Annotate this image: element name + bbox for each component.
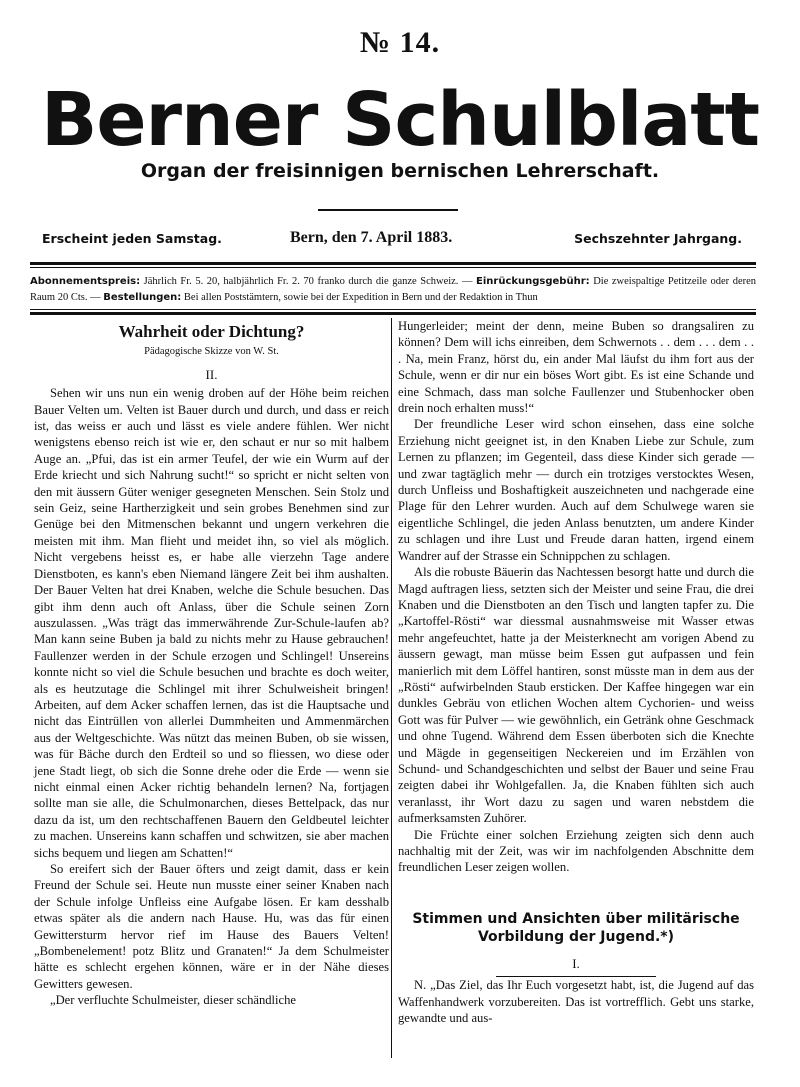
- subscription-info: [30, 274, 756, 306]
- subscription-text: Jährlich Fr. 5. 20, halbjährlich Fr. 2. 70 franko durch die ganze Schweiz. —: [143, 276, 473, 287]
- rule-mid-thick: [30, 312, 756, 315]
- paragraph: „Der verfluchte Schulmeister, dieser schändliche: [50, 993, 297, 1008]
- rule-top-thick: [30, 262, 756, 265]
- paragraph: Der freundliche Leser wird schon einsehen, dass eine solche Erziehung nicht geeignet ist, in den Knaben Liebe zur Schule, zum Lernen zu pflanzen; im Gegenteil, dass diese Kinder sich gerade — und zwar tagtäglich mehr — durch ein trotziges verstocktes Wesen, durch Unfleiss und Boshaftigkeit auszeichneten und nachgerade eine Plage für den Lehrer wurden. Auch auf dem Schulwege waren sie eigentliche Schlingel, die jeden Anlass benutzten, um andere Kinder zu schlagen und ihre Lust und Freude daran hatten, irgend einem Wandrer auf der Strasse ein Schnippchen zu schlagen.: [398, 417, 754, 563]
- right-column: [398, 318, 754, 1026]
- article-subtitle: Pädagogische Skizze von W. St.: [144, 346, 279, 358]
- masthead-divider: [318, 209, 458, 211]
- orders-text: Bei allen Poststämtern, sowie bei der Expedition in Bern und der Redaktion in Thun: [183, 292, 538, 303]
- orders-label: Bestellungen:: [103, 292, 182, 303]
- left-column: [34, 318, 389, 1009]
- article-title: Wahrheit oder Dichtung?: [118, 322, 305, 341]
- volume-year: Sechszehnter Jahrgang.: [574, 231, 742, 246]
- article2-title: [398, 910, 754, 946]
- masthead-meta-row: [42, 231, 742, 251]
- place-and-date: Bern, den 7. April 1883.: [290, 229, 453, 246]
- article2-title-line2: Vorbildung der Jugend.*): [477, 928, 675, 945]
- masthead-title: Berner Schulblatt: [40, 77, 760, 163]
- section-number: II.: [205, 366, 218, 382]
- insertion-fee-text: Die zweispaltige Petitzeile oder deren Raum 20 Cts. —: [30, 276, 757, 303]
- paragraph: Hungerleider; meint der denn, meine Buben so drangsaliren zu können? Dem will ichs einreiben, dem Schwernots . . dem . . . dem . . . Na, mein Franz, hörst du, ein ander Mal läufst du ihm fort aus der Schule, wenn er dir nur ein böses Wort gibt. Es ist eine Schande und eine Schmach, dass man solche Faullenzer und Stubenhocker oben drein noch erhalten muss!“: [398, 319, 754, 416]
- publication-frequency: Erscheint jeden Samstag.: [42, 231, 222, 246]
- insertion-fee-label: Einrückungsgebühr:: [476, 276, 590, 287]
- paragraph: N. „Das Ziel, das Ihr Euch vorgesetzt habt, ist, die Jugend auf das Waffenhandwerk vorzubereiten. Das ist vortrefflich. Gebt uns starke, gewandte und aus-: [398, 978, 754, 1026]
- paragraph: Als die robuste Bäuerin das Nachtessen besorgt hatte und durch die Magd auftragen liess, setzten sich der Meister und seine Frau, die drei Knaben und die Dienstboten an den Tisch und langten tapfer zu. Die „Kartoffel-Rösti“ war diessmal ausnahmsweise mit Wasser etwas mehr angefeuchtet, hatte ja der Meisterknecht am vorigen Abend zu äussern gewagt, man müsse beim Essen gut aufpassen und fein manierlich mit dem Löffel hantiren, sonst müsste man in dem aus der „Rösti“ aufwirbelnden Staub ersticken. Der Kaffee hingegen war ein dunkles Gebräu von etlichen Wochen altem Cychorien- und weiss Gott was für Pulver — wie gewöhnlich, ein Getränk ohne Geschmack und ohne Tugend. Während dem Essen überboten sich die Knechte und Mägde in gegenseitigen Neckereien und im Erzählen von Schund- und Schandgeschichten und selbst der Bauer und seine Frau zeigten dabei ihr Wohlgefallen. Ja, die Knaben fühlten sich auch veranlasst, ihr Wort dazu zu sagen und waren nebstdem die aufmerksamsten Zuhörer.: [398, 565, 754, 826]
- column-divider: [391, 318, 392, 1058]
- paragraph: Die Früchte einer solchen Erziehung zeigten sich denn auch nachhaltig mit der Zeit, was wir im nachfolgenden Abschnitte dem freundlichen Leser zeigen wollen.: [398, 827, 754, 875]
- masthead-subtitle: Organ der freisinnigen bernischen Lehrerschaft.: [140, 160, 660, 182]
- article2-title-line1: Stimmen und Ansichten über militärische: [412, 910, 740, 927]
- paragraph: Sehen wir uns nun ein wenig droben auf der Höhe beim reichen Bauer Velten um. Velten ist Bauer durch und durch, und dass er reich ist, das weiss er auch und lässt es viele andere fühlen. Wer nicht wenigstens ebenso reich ist wie er, den schaut er nur so mit halbem Auge an. „Pfui, das ist ein armer Teufel, der wie ein Wurm auf der Erde kriecht und sich Nahrung sucht!“ so spricht er nicht selten von den mit äussern Güter weniger gesegneten Menschen. Sein Stolz und sein Geiz, seine Hartherzigkeit und sein grobes Benehmen sind zur Genüge bei den Mitmenschen bekannt und ungern verkehren die meisten mit ihm. Man flieht und meidet ihn, so viel als möglich. Nicht vergebens heisst es, er habe alle vierzehn Tage andere Dienstboten, es kann's eben Niemand längere Zeit bei ihm aushalten. Der Bauer Velten hat drei Knaben, welche die Schule besuchen. Das gibt ihm denn auch oft Anlass, über die Schule seinen Zorn auszulassen. „Was trägt das immerwährende Zur-Schule-laufen ab? Man kann seine Buben ja bald zu nichts mehr zu Hause gebrauchen! Faullenzer werden in der Schule erzogen und Schlingel! Unsereins konnte nicht so viel die Schule besuchen und brachte es doch weiter, als es heutzutage die Schlingel mit ihrer Schulweisheit bringen! Arbeiten, auf dem Acker schaffen lernen, das ist die Hauptsache und nicht das Eintrüllen von allerlei Dummheiten und Ammenmärchen aus der Weltgeschichte. Was nützt das meinen Buben, ob sie wissen, was für Bäche durch den Erdteil so und so fliessen, wo diese oder jene Stadt liegt, ob sich die Sonne drehe oder die Erde — wenn sie nicht einmal einen Acker richtig behandeln lernen? Na, fortjagen sollte man sie alle, die Schulmonarchen, dieses Bettelpack, das nur dazu da ist, um den rechtschaffenen Bauern den Geldbeutel leichter zu machen. Unsereins kann schaffen und schwitzen, sie aber machen sichs bequem und liegen am Schatten!“: [34, 386, 389, 860]
- paragraph: So ereifert sich der Bauer öfters und zeigt damit, dass er kein Freund der Schule sei. Heute nun musste einer seiner Knaben nach der Schule infolge Unfleiss eine Aufgabe lösen. Er kam desshalb etwas später als die andern nach Hause. Hu, was das für einen Gewittersturm hervor rief im Hause des Bauers Velten! „Bombenelement! potz Blitz und Granaten!“ Ja dem Schulmeister hätte es schlecht ergehen können, wäre er in der Nähe dieses Gewitters gewesen.: [34, 862, 389, 991]
- subscription-label: Abonnementspreis:: [30, 276, 141, 287]
- rule-mid-thin: [30, 309, 756, 310]
- issue-number: № 14.: [359, 26, 441, 59]
- article2-section-number: I.: [572, 955, 580, 971]
- rule-top-thin: [30, 267, 756, 268]
